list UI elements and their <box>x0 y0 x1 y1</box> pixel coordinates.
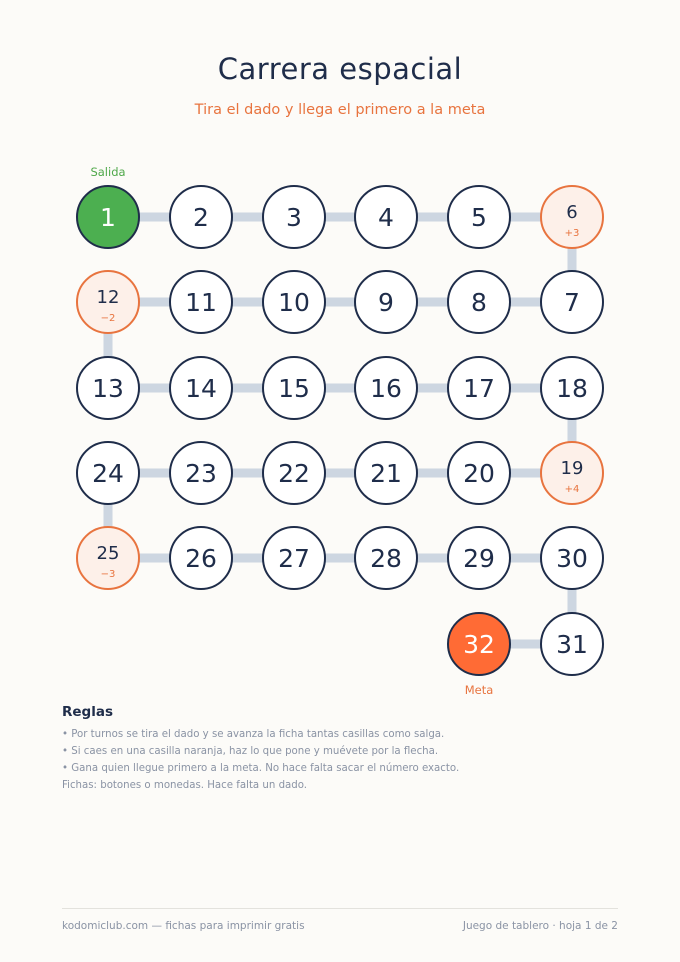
square-number: 26 <box>185 544 217 573</box>
square-number: 23 <box>185 459 217 488</box>
square-number: 15 <box>278 374 310 403</box>
square-number: 21 <box>370 459 402 488</box>
board-square <box>170 527 232 589</box>
footer-divider <box>62 908 618 909</box>
page-subtitle: Tira el dado y llega el primero a la meta <box>194 102 486 118</box>
board-square <box>541 357 603 419</box>
square-number: 1 <box>100 203 116 232</box>
special-square <box>77 271 139 333</box>
square-number: 3 <box>286 203 302 232</box>
square-number: 6 <box>566 202 578 223</box>
start-square <box>77 186 139 248</box>
board-square <box>448 357 510 419</box>
square-number: 25 <box>96 543 120 564</box>
square-effect: −3 <box>100 569 116 580</box>
board-square <box>355 357 417 419</box>
square-number: 16 <box>370 374 402 403</box>
board-square <box>263 186 325 248</box>
board-square <box>541 613 603 675</box>
start-label: Salida <box>90 165 126 179</box>
board-square <box>263 357 325 419</box>
board-square <box>170 357 232 419</box>
goal-label: Meta <box>464 683 494 697</box>
board-square <box>448 271 510 333</box>
square-number: 19 <box>560 458 584 479</box>
board-square <box>355 271 417 333</box>
square-number: 5 <box>471 203 487 232</box>
square-number: 10 <box>278 288 310 317</box>
square-number: 12 <box>96 287 120 308</box>
square-effect: −2 <box>100 313 116 324</box>
board-square <box>448 527 510 589</box>
board-square <box>541 527 603 589</box>
board-square <box>170 186 232 248</box>
page-title: Carrera espacial <box>217 52 463 86</box>
square-number: 27 <box>278 544 310 573</box>
board-square <box>448 442 510 504</box>
board-square <box>541 271 603 333</box>
square-number: 28 <box>370 544 402 573</box>
board-square <box>355 527 417 589</box>
footer-sheet: Juego de tablero · hoja 1 de 2 <box>462 920 618 932</box>
board-square <box>355 186 417 248</box>
square-number: 24 <box>92 459 124 488</box>
square-number: 7 <box>564 288 580 317</box>
square-number: 29 <box>463 544 495 573</box>
special-square <box>541 442 603 504</box>
rules-list <box>62 726 459 777</box>
rule-item: • Gana quien llegue primero a la meta. No hace falta sacar el número exacto. <box>62 763 460 774</box>
square-number: 8 <box>471 288 487 317</box>
square-number: 17 <box>463 374 495 403</box>
square-number: 30 <box>556 544 588 573</box>
goal-square <box>448 613 510 675</box>
rules-title: Reglas <box>62 704 113 720</box>
square-number: 18 <box>556 374 588 403</box>
square-number: 4 <box>378 203 394 232</box>
board-square <box>448 186 510 248</box>
square-number: 22 <box>278 459 310 488</box>
square-number: 20 <box>463 459 495 488</box>
materials-note: Fichas: botones o monedas. Hace falta un dado. <box>62 780 308 791</box>
board-square <box>170 271 232 333</box>
special-square <box>77 527 139 589</box>
rule-item: • Por turnos se tira el dado y se avanza la ficha tantas casillas como salga. <box>62 729 445 740</box>
board-square <box>355 442 417 504</box>
square-number: 32 <box>463 630 495 659</box>
board-square <box>77 357 139 419</box>
footer-site: kodomiclub.com — fichas para imprimir gratis <box>62 920 305 932</box>
square-number: 11 <box>185 288 217 317</box>
square-number: 31 <box>556 630 588 659</box>
special-square <box>541 186 603 248</box>
board-square <box>170 442 232 504</box>
rule-item: • Si caes en una casilla naranja, haz lo que pone y muévete por la flecha. <box>62 746 439 757</box>
board-square <box>263 527 325 589</box>
square-number: 9 <box>378 288 394 317</box>
square-number: 14 <box>185 374 217 403</box>
board-square <box>263 442 325 504</box>
board-square <box>77 442 139 504</box>
square-effect: +3 <box>564 228 580 239</box>
square-number: 2 <box>193 203 209 232</box>
board-square <box>263 271 325 333</box>
square-effect: +4 <box>564 484 580 495</box>
square-number: 13 <box>92 374 124 403</box>
